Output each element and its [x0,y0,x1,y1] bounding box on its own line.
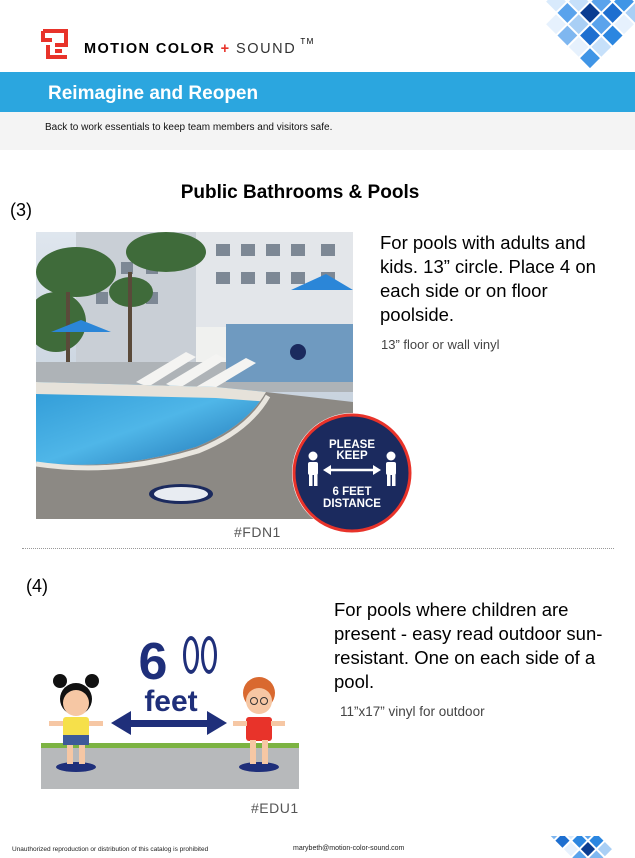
footer-mosaic-graphic [496,836,635,858]
decal-line-4: DISTANCE [323,498,381,510]
subtitle-bar [0,112,635,150]
sku-label: #EDU1 [251,800,299,816]
item-note: 13” floor or wall vinyl [381,337,500,352]
brand-logo-icon [40,28,70,60]
sku-label: #FDN1 [234,524,281,540]
contact-email: marybeth@motion-color-sound.com [293,845,405,852]
item-description: For pools with adults and kids. 13” circle. Place 4 on each side or on floor poolside. [380,232,596,325]
header [0,0,635,72]
sign-number: 6 [138,633,168,691]
brand-plus: + [220,41,231,57]
header-mosaic-graphic [470,0,635,72]
banner-title: Reimagine and Reopen [48,83,259,104]
item-number: (3) [10,200,32,220]
brand-motion: MOTION COLOR [84,41,216,57]
decal-line-1: PLEASE [328,439,376,451]
decal-line-2: KEEP [336,450,368,462]
six-feet-sign [41,617,299,789]
sign-word: feet [144,685,198,718]
item-note: 11”x17” vinyl for outdoor [340,704,485,719]
decal-line-3: 6 FEET [332,486,372,498]
distance-decal [291,412,413,534]
brand-sound: SOUND [235,41,297,57]
section-title: Public Bathrooms & Pools [180,182,420,203]
copyright-notice: Unauthorized reproduction or distribution of this catalog is prohibited [12,846,209,853]
divider [22,548,614,549]
subtitle-text: Back to work essentials to keep team members and visitors safe. [45,122,333,133]
trademark: TM [300,37,315,46]
title-banner [0,72,635,112]
item-number: (4) [26,576,48,596]
brand-name [84,37,315,57]
item-description: For pools where children are present - easy read outdoor sun-resistant. One on each side of a pool. [334,599,603,692]
